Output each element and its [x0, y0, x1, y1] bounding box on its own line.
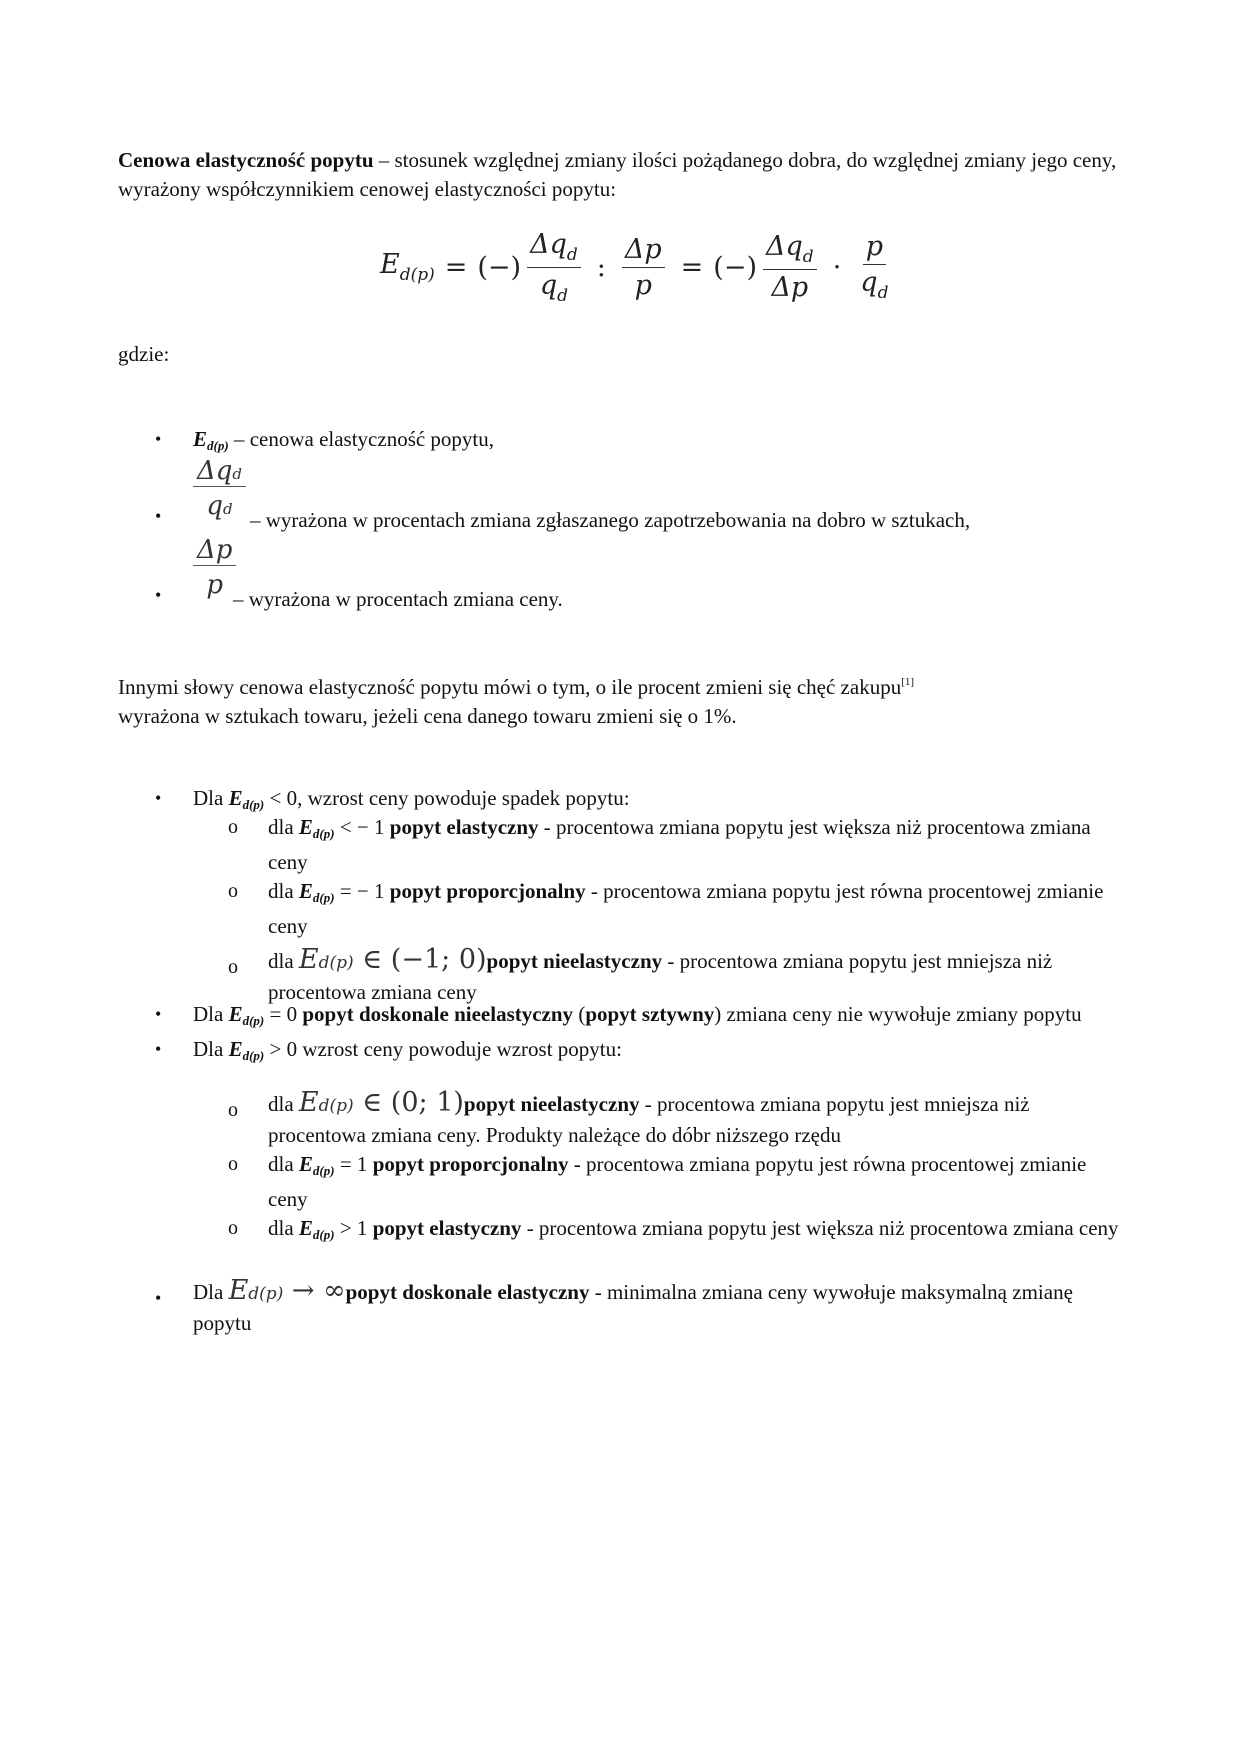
circle-bullet-icon: o [228, 1099, 238, 1121]
frac-dq-q: $\frac{\Delta q_d}{q_d}$ [527, 229, 581, 306]
definition: – stosunek względnej zmiany ilości pożądanego dobra, do względnej zmiany jego ceny, wyrażony współczynnikiem cenowej elastyczności popytu: [118, 148, 1117, 201]
definition-text: – wyrażona w procentach zmiana zgłaszanego zapotrzebowania na dobro w sztukach, [250, 508, 971, 532]
sub-item: o dla $E_{d(p)} > 1$ popyt elastyczny - procentowa zmiana popytu jest większa niż procentowa zmiana ceny [228, 1216, 1119, 1242]
circle-bullet-icon: o [228, 1153, 238, 1175]
definition-item-dq [118, 456, 1128, 532]
formula-minus-2: (−) [713, 251, 757, 283]
case-positive: • Dla $E_{d(p)} > 0$ wzrost ceny powoduje wzrost popytu: [155, 1037, 622, 1063]
footnote-ref[interactable]: [1] [901, 676, 915, 688]
bullet-icon: • [155, 506, 162, 526]
symbol-e: $E_{d(p)}$ [193, 427, 229, 453]
bullet-icon: • [155, 585, 162, 605]
sub-item: o dla Ed(p) ∈ (0; 1)popyt nieelastyczny - procentowa zmiana popytu jest mniejsza niż procentowa zmiana ceny. Produkty należące do dóbr niższego rzędu [228, 1087, 1030, 1147]
case-negative: • Dla $E_{d(p)} < 0$, wzrost ceny powoduje spadek popytu: [155, 786, 630, 812]
bullet-icon: • [155, 1039, 162, 1059]
definition-item-dp [118, 535, 1128, 611]
circle-bullet-icon: o [228, 880, 238, 902]
bullet-icon: • [155, 429, 162, 449]
definition-item [118, 425, 1128, 460]
sub-item: o dla Ed(p) ∈ (−1; 0)popyt nieelastyczny - procentowa zmiana popytu jest mniejsza niż procentowa zmiana ceny [228, 944, 1053, 1004]
formula-eq-2: = [680, 251, 704, 283]
term: Cenowa elastyczność popytu [118, 148, 374, 172]
definition-text: – wyrażona w procentach zmiana ceny. [233, 587, 563, 611]
formula-colon: : [596, 251, 606, 283]
frac-p-q: $\frac{p}{q_d}$ [860, 231, 889, 303]
frac-dp-p: $\frac{\Delta p}{p}$ [622, 234, 665, 301]
frac-dq-qd: Δqd qd [193, 456, 246, 521]
frac-dp-p-small: $\frac{\Delta p}{p}$ [193, 535, 236, 600]
definition-text: – cenowa elastyczność popytu, [228, 427, 495, 451]
bullet-icon: • [155, 1004, 162, 1024]
circle-bullet-icon: o [228, 956, 238, 978]
sub-item: o dla $E_{d(p)} = 1$ popyt proporcjonalny - procentowa zmiana popytu jest równa procentowej zmianie ceny [228, 1152, 1087, 1211]
bullet-icon: • [155, 1288, 162, 1308]
intro-paragraph [118, 146, 1128, 204]
circle-bullet-icon: o [228, 816, 238, 838]
case-infinity: • Dla Ed(p) → ∞popyt doskonale elastyczny - minimalna zmiana ceny wywołuje maksymalną zmianę popytu [155, 1275, 1073, 1335]
formula-minus: (−) [477, 251, 522, 283]
case-zero: • Dla $E_{d(p)} = 0$ popyt doskonale nieelastyczny (popyt sztywny) zmiana ceny nie wywołuje zmiany popytu [155, 1002, 1082, 1028]
formula-e: $E_{d(p)}$ [380, 249, 435, 285]
case-infinity-list [118, 1276, 1128, 1338]
sub-item: o dla $E_{d(p)}$ < − 1 popyt elastyczny - procentowa zmiana popytu jest większa niż procentowa zmiana ceny [228, 815, 1091, 874]
bullet-icon: • [155, 788, 162, 808]
sub-item: o dla $E_{d(p)}$ = − 1 popyt proporcjonalny - procentowa zmiana popytu jest równa procentowej zmianie ceny [228, 879, 1104, 938]
elasticity-formula [380, 222, 897, 312]
explanation-paragraph: Innymi słowy cenowa elastyczność popytu mówi o tym, o ile procent zmieni się chęć zakupu[1] wyrażona w sztukach towaru, jeżeli cena danego towaru zmieni się o 1%. [118, 675, 915, 728]
definitions-list [118, 425, 1128, 460]
case-zero-list [118, 1000, 1128, 1070]
circle-bullet-icon: o [228, 1217, 238, 1239]
formula-dot: · [832, 251, 842, 283]
pos-sublist [118, 1088, 1128, 1249]
neg-sublist [118, 813, 1128, 1007]
formula-eq: = [444, 251, 468, 283]
frac-dq-dp: $\frac{\Delta q_d}{\Delta p}$ [763, 231, 817, 303]
gdzie-label: gdzie: [118, 342, 170, 366]
